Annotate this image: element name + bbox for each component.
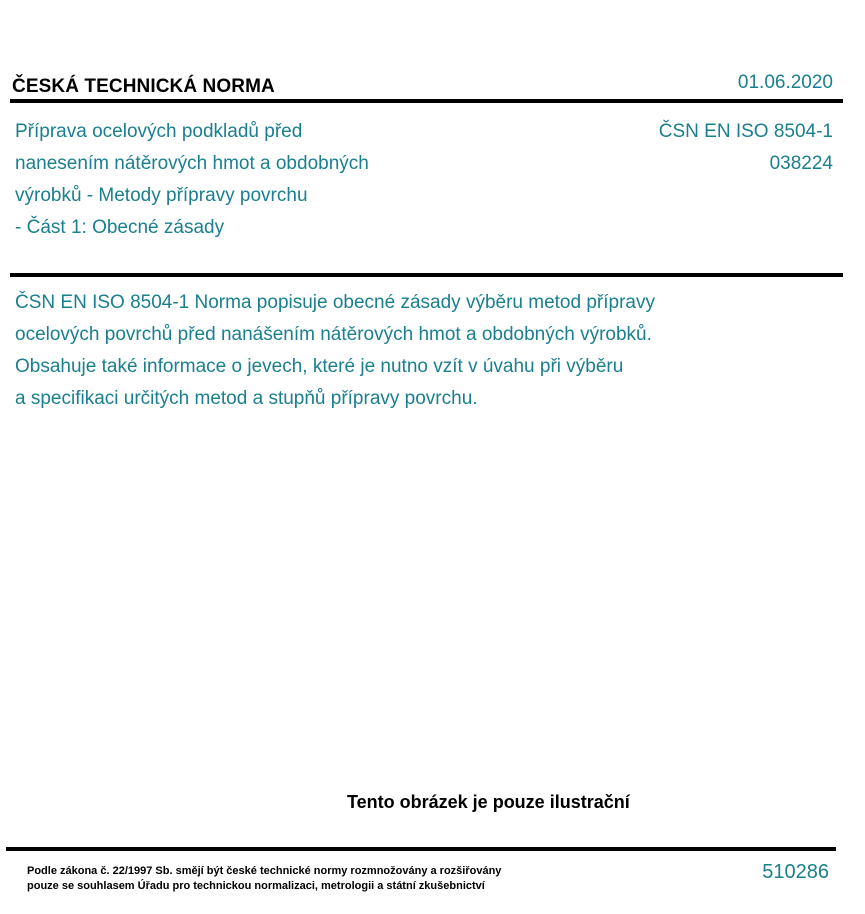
illustration-note: Tento obrázek je pouze ilustrační <box>347 792 630 812</box>
title-line: výrobků - Metody přípravy povrchu <box>15 185 308 206</box>
publication-date: 01.06.2020 <box>737 72 833 93</box>
title-line: - Část 1: Obecné zásady <box>15 217 225 238</box>
title-line: nanesením nátěrových hmot a obdobných <box>15 153 369 174</box>
abstract-line: Obsahuje také informace o jevech, které je nutno vzít v úvahu při výběru <box>15 356 624 377</box>
legal-line: pouze se souhlasem Úřadu pro technickou normalizaci, metrologii a státní zkušebnictví <box>27 880 485 892</box>
class-number: 038224 <box>769 153 833 174</box>
abstract <box>15 287 845 415</box>
legal-line: Podle zákona č. 22/1997 Sb. smějí být české technické normy rozmnožovány a rozšiřovány <box>27 865 502 877</box>
norm-label: ČESKÁ TECHNICKÁ NORMA <box>12 76 275 97</box>
abstract-line: ČSN EN ISO 8504-1 Norma popisuje obecné zásady výběru metod přípravy <box>15 292 655 313</box>
header-divider <box>10 99 843 103</box>
abstract-line: ocelových povrchů před nanášením nátěrových hmot a obdobných výrobků. <box>15 324 652 345</box>
standard-code: ČSN EN ISO 8504-1 <box>658 121 833 142</box>
title-divider <box>10 273 843 277</box>
abstract-line: a specifikaci určitých metod a stupňů přípravy povrchu. <box>15 388 478 409</box>
title-line: Příprava ocelových podkladů před <box>15 121 303 142</box>
legal-notice <box>27 864 501 894</box>
standard-title <box>15 116 535 244</box>
footer-divider <box>6 847 836 851</box>
standard-identifiers <box>659 116 833 180</box>
document-number: 510286 <box>762 861 829 883</box>
